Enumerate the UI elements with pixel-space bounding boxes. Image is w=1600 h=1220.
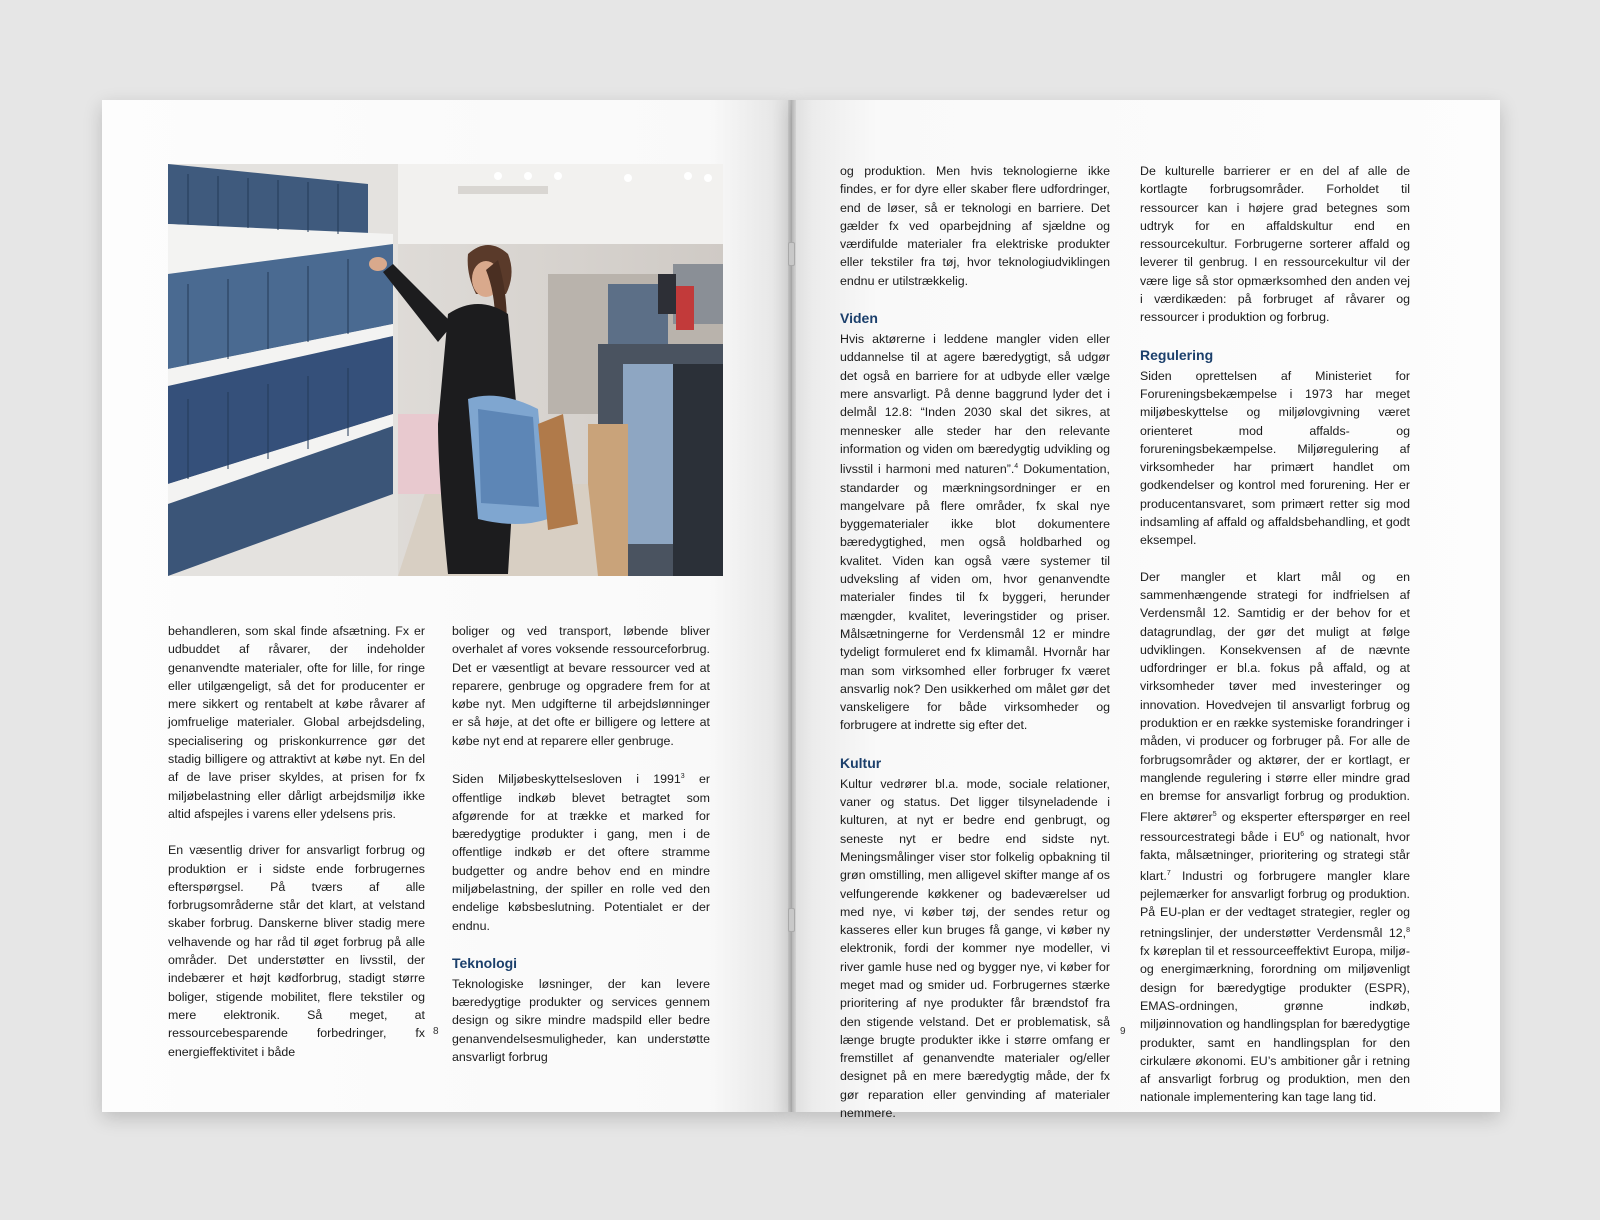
paragraph: Hvis aktørerne i leddene mangler viden eller uddannelse til at agere bæredygtigt, så udgør det også en barriere for at udbyde eller vælge mere ansvarligt. På denne baggrund lyder det i delmål 12.8: “Inden 2030 skal det sikres, at mennesker alle steder har den relevante information og viden om bæredygtig udvikling og livsstil i harmoni med naturen”.$^4$ Dokumentation, standarder og mærkningsordninger er en mangelvare på flere områder, fx skal nye byggematerialer ikke blot dokumentere bæredygtighed, men også holdbarhed og kvalitet. Viden kan også være systemer til udveksling af viden om, hvor genanvendte materialer findes til fx byggeri, herunder mængder, kvalitet, leveringstider og priser. Målsætningerne for Verdensmål 12 er mindre tydeligt formuleret end fx klimamål. Hvornår har man som virksomhed eller forbruger fx været ansvarlig nok? Den usikkerhed om målet gør det vanskeligere for både virksomheder og forbrugere at indrette sig efter det. (840, 332, 1110, 733)
staple (788, 908, 795, 932)
paragraph: En væsentlig driver for ansvarligt forbrug og produktion er i sidste ende forbrugernes efterspørgsel. På tværs af alle forbrugsområderne står det klart, at velstand skaber forbrug. Danskerne bliver stadig mere velhavende og har råd til øget forbrug på alle områder. Det understøtter en livsstil, der indebærer et højt kødforbrug, stadigt større boliger, stigende mobilitet, flere tekstiler og mere elektronik. Så meget, at ressourcebesparende forbedringer, fx energieffektivitet i både (168, 843, 425, 1059)
store-photo (168, 164, 723, 576)
heading-regulering: Regulering (1140, 346, 1214, 363)
footnote-ref: 4 (1014, 463, 1019, 471)
footnote-ref: 8 (1406, 926, 1410, 934)
paragraph: behandleren, som skal finde afsætning. Fx er udbuddet af råvarer, der indeholder genanvendte materialer, ofte for lille, for ringe eller utilgængeligt, så det for producenter er mere sikkert og rentabelt at købe råvarer af jomfruelige materialer. Global arbejdsdeling, specialisering og priskonkurrence gør det stadig billigere og attraktivt at købe nyt. En del af de lave priser skyldes, at prisen for fx miljøbelastning eller dårligt arbejdsmiljø ikke altid afspejles i varens eller ydelsens pris. (168, 624, 425, 821)
heading-teknologi: Teknologi (452, 954, 518, 971)
paragraph: Teknologiske løsninger, der kan levere bæredygtige produkter og services gennem design og sikre mindre madspild eller bedre genanvendelsesmuligheder, kan understøtte ansvarligt forbrug (452, 976, 710, 1065)
paragraph: Der mangler et klart mål og en sammenhængende strategi for indfrielsen af Verdensmål 12. Samtidig er der behov for et datagrundlag, der gør det muligt at følge udviklingen. Konsekvensen af de nævnte udfordringer er bl.a. fokus på affald, og at virksomheder tøver med investeringer og innovation. Hovedvejen til ansvarligt forbrug og produktion er en række systemiske forandringer i måden, vi producer og forbruger på. For alle de forbrugsområder og aktører, der er kortlagt, er manglende regulering i større eller mindre grad en bremse for ansvarligt forbrug og produktion. Flere aktører$^5$ og eksperter efterspørger en reel ressourcestrategi både i $EU^6$ og nationalt, hvor fakta, målsætninger, prioritering og strategi står klart.$^7$ Industri og forbrugere mangler klare pejlemærker for ansvarligt forbrug og produktion. På EU-plan er der vedtaget strategier, regler og retningslinjer, der understøtter Verdensmål 12,$^8$ fx køreplan til et ressourceeffektivt Europa, miljø- og energimærkning, forordning om miljøvenligt design for bæredygtige produkter (ESPR), EMAS-ordningen, grønne indkøb, miljøinnovation og handlingsplan for bæredygtige produkter, samt en handlingsplan for den cirkulære økonomi. EU’s ambitioner går i retning af ansvarligt forbrug og produktion, men den nationale implementering kan tage lang tid. (1140, 569, 1411, 1105)
staple (788, 242, 795, 266)
footnote-ref: 6 (1300, 830, 1305, 838)
left-column-2 (452, 622, 710, 1084)
page-number: 8 (433, 1026, 439, 1037)
footnote-ref: 7 (1166, 869, 1171, 877)
left-column-1 (168, 622, 425, 1079)
right-column-1 (840, 162, 1110, 1140)
paragraph: Kultur vedrører bl.a. mode, sociale relationer, vaner og status. Det ligger tilsyneladende i kulturen, at nyt er bedre end genbrugt, og seneste nyt er bedre end sidste nyt. Meningsmålinger viser stor folkelig opbakning til grøn omstilling, men alligevel skifter mange af os velfungerende køkkener og badeværelser ud med nye, vi køber tøj, der sendes retur og kasseres eller kun bruges få gange, vi køber ny elektronik, fordi der kommer nye modeller, vi river gamle huse ned og bygger nye, vi køber for meget mad og smider ud. Forbrugernes stærke prioritering af nye produkter får brændstof fra den stigende velstand. Det er problematisk, så længe brugte produkter ikke i større omfang er fremstillet af genanvendte materialer og/eller designet på en mere bæredygtig måde, der fx gør reparation eller genvinding af materialer nemmere. (840, 776, 1110, 1121)
right-page (792, 100, 1500, 1121)
paragraph: Siden oprettelsen af Ministeriet for Forureningsbekæmpelse i 1973 har meget miljøbeskyttelse og miljølovgivning været orienteret mod affalds- og forureningsbekæmpelse. Miljøregulering af virksomheder har primært handlet om godkendelser og kontrol med forurening. Her er producentansvaret, som primært retter sig mod indsamling af affald og affaldsbehandling, et godt eksempel. (1140, 368, 1410, 548)
paragraph: De kulturelle barrierer er en del af alle de kortlagte forbrugsområder. Forholdet til ressourcer kan i højere grad betegnes som udtryk for en affaldskultur end en ressourcekultur. Forbrugerne sorterer affald og leverer til genbrug. I en ressourcekultur vil der være lige så stor opmærksomhed den anden vej i værdikæden: på forbruget af råvarer og ressourcer i produktion og forbrug. (1140, 164, 1410, 325)
paragraph: Siden Miljøbeskyttelsesloven i 1991$^3$ er offentlige indkøb blevet betragtet som afgørende for at trække et marked for bæredygtige produkter i gang, men i de offentlige indkøb er det oftere stramme budgetter og andre behov end en mindre miljøbelastning, der spiller en rolle ved den endelige købsbeslutning. Potentialet er der endnu. (452, 772, 710, 933)
footnote-ref: 5 (1212, 810, 1217, 818)
footnote-ref: 3 (680, 773, 685, 781)
page-number: 9 (1120, 1026, 1126, 1037)
paragraph: og produktion. Men hvis teknologierne ikke findes, er for dyre eller skaber flere udfordringer, end de løser, så er teknologi en barriere. Det gælder fx ved oparbejdning af sjældne og værdifulde materialer fra elektriske produkter eller tekstiler fra tøj, hvor teknologiudviklingen endnu er utilstrækkelig. (840, 164, 1110, 288)
right-column-2 (1140, 162, 1410, 1125)
woman-shopping-jeans-image (168, 164, 723, 576)
paragraph: boliger og ved transport, løbende bliver overhalet af vores voksende ressourceforbrug. Det er væsentligt at bevare ressourcer ved at reparere, genbruge og opgradere frem for at købe nyt. Men udgifterne til arbejdslønninger er så høje, at det ofte er billigere og lettere at købe nyt end at reparere eller genbruge. (452, 624, 710, 748)
brochure-spread (102, 100, 1500, 1121)
heading-viden: Viden (840, 310, 878, 327)
heading-kultur: Kultur (840, 754, 882, 771)
left-page (102, 100, 792, 1112)
